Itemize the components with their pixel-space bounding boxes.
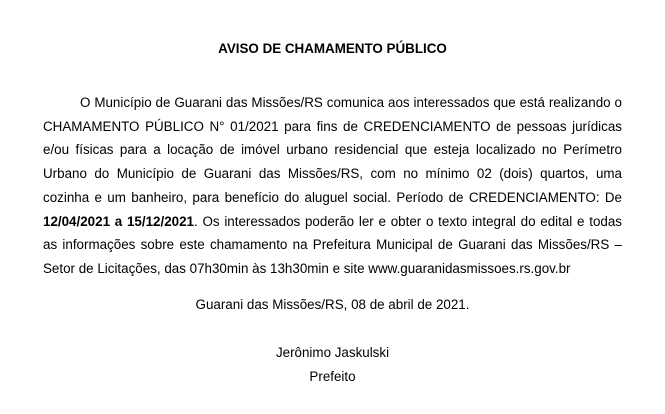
signer-name: Jerônimo Jaskulski — [275, 345, 390, 360]
notice-body-part2: . Os interessados poderão ler e obter o texto integral do edital e todas as informações sobre este chamamento na Prefeitura Municipal de Guarani das Missões/RS – Setor de Licitações, das 07h30min às 13h30min e site www.guaranidasmissoes.rs.gov.br — [43, 213, 622, 276]
notice-body — [43, 91, 622, 281]
notice-body-part1: O Município de Guarani das Missões/RS comunica aos interessados que está realizando o CHAMAMENTO PÚBLICO N° 01/2021 para fins de CREDENCIAMENTO de pessoas jurídicas e/ou físicas para a locação de imóvel urbano residencial que esteja localizado no Perímetro Urbano do Município de Guarani das Missões/RS, com no mínimo 02 (dois) quartos, uma cozinha e um banheiro, para benefício do aluguel social. Período de CREDENCIAMENTO: De — [43, 95, 622, 205]
signer-role: Prefeito — [309, 369, 356, 384]
credentialing-period: 12/04/2021 a 15/12/2021 — [43, 213, 194, 229]
document-title: AVISO DE CHAMAMENTO PÚBLICO — [218, 41, 447, 56]
place-date-line: Guarani das Missões/RS, 08 de abril de 2021. — [195, 297, 470, 312]
